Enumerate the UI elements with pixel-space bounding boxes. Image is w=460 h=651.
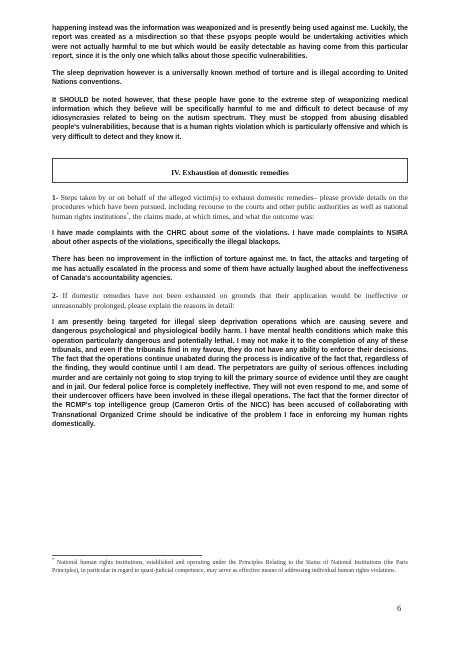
question-2-number: 2- xyxy=(52,291,59,301)
answer-1-text-a: I have made complaints with the CHRC about xyxy=(52,229,212,237)
intro-paragraph-3: It SHOULD be noted however, that these people have gone to the extreme step of weaponizing medical information which they believe will be specifically harmful to me and difficult to detect because of my idiosyncrasies related to being on the autism spectrum. They must be stopped from abusing disabled people's vulnerabilities, because that is a human rights violation which is particularly offensive and which is very difficult to detect and they know it. xyxy=(52,96,408,141)
question-1 xyxy=(52,193,408,221)
answer-2-paragraph: I am presently being targeted for illegal sleep deprivation operations which are causing severe and dangerous psychological and physiological bodily harm. I have mental health conditions which make this operation particularly dangerous and potentially lethal. I may not make it to the completion of any of these tribunals, and even if the tribunals find in my favour, they do not have any ability to enforce their decisions. The fact that the operations continue unabated during the process is indicative of the fact that, regardless of the finding, they would continue until I am dead. The perpetrators are guilty of serious offences including murder and are certainly not going to stop trying to kill the primary source of evidence until they are caught and in jail. Our federal police force is completely ineffective. They will not even respond to me, and some of their undercover officers have been involved in these illegal operations. The fact that the former director of the RCMP's top intelligence group (Cameron Ortis of the NICC) has been accused of collaborating with Transnational Organized Crime should be indicative of the problem I face in enforcing my human rights domestically. xyxy=(52,319,408,428)
footnote-divider xyxy=(52,555,202,556)
footnote-reference[interactable]: * xyxy=(126,211,129,217)
footnote-marker: * xyxy=(52,557,55,562)
question-1-text: Steps taken by or on behalf of the alleged victim(s) to exhaust domestic remedies– please provide details on the procedures which have been pursued, including recourse to the courts and other public authorities as well as national human rights institutions xyxy=(52,192,408,221)
page-number: 6 xyxy=(397,603,402,613)
answer-1-emphasis: some xyxy=(211,229,230,237)
answer-1-text-b: of the violations. I have made complaints to NSIRA about other aspects of the violations, specifically the illegal blackops. xyxy=(52,229,408,247)
question-1-number: 1- xyxy=(52,192,59,202)
section-title: IV. Exhaustion of domestic remedies xyxy=(171,167,289,177)
question-2 xyxy=(52,291,408,310)
question-1-text-end: , the claims made, at which times, and what the outcome was: xyxy=(128,211,315,221)
section-header-box xyxy=(52,158,408,183)
answer-1-paragraph-2: There has been no improvement in the infliction of torture against me. In fact, the attacks and targeting of me has actually escalated in the process and some of them have actually laughed about the ineffectiveness of Canada's accountability agencies. xyxy=(52,256,408,282)
intro-paragraph-1: happening instead was the information was weaponized and is presently being used against me. Luckily, the report was created as a misdirection so that these psyops people would be undertaking activities which were not actually harmful to me but which would be easily detectable as having come from this particular report, since it is the only one which talks about those specific vulnerabilities. xyxy=(52,25,408,60)
answer-1-paragraph-1 xyxy=(52,229,408,248)
question-2-text: If domestic remedies have not been exhausted on grounds that their application would be ineffective or unreasonably prolonged, please explain the reasons in detail: xyxy=(52,291,408,310)
intro-paragraph-2: The sleep deprivation however is a universally known method of torture and is illegal according to United Nations conventions. xyxy=(52,70,408,87)
footnote xyxy=(52,557,408,575)
document-page xyxy=(52,24,408,437)
footnote-text: National human rights institutions, established and operating under the Principles Relating to the Status of National Institutions (the Paris Principles), in particular in regard to quasi-judicial competence, may serve as effective means of addressing individual human rights violations. xyxy=(52,560,408,574)
